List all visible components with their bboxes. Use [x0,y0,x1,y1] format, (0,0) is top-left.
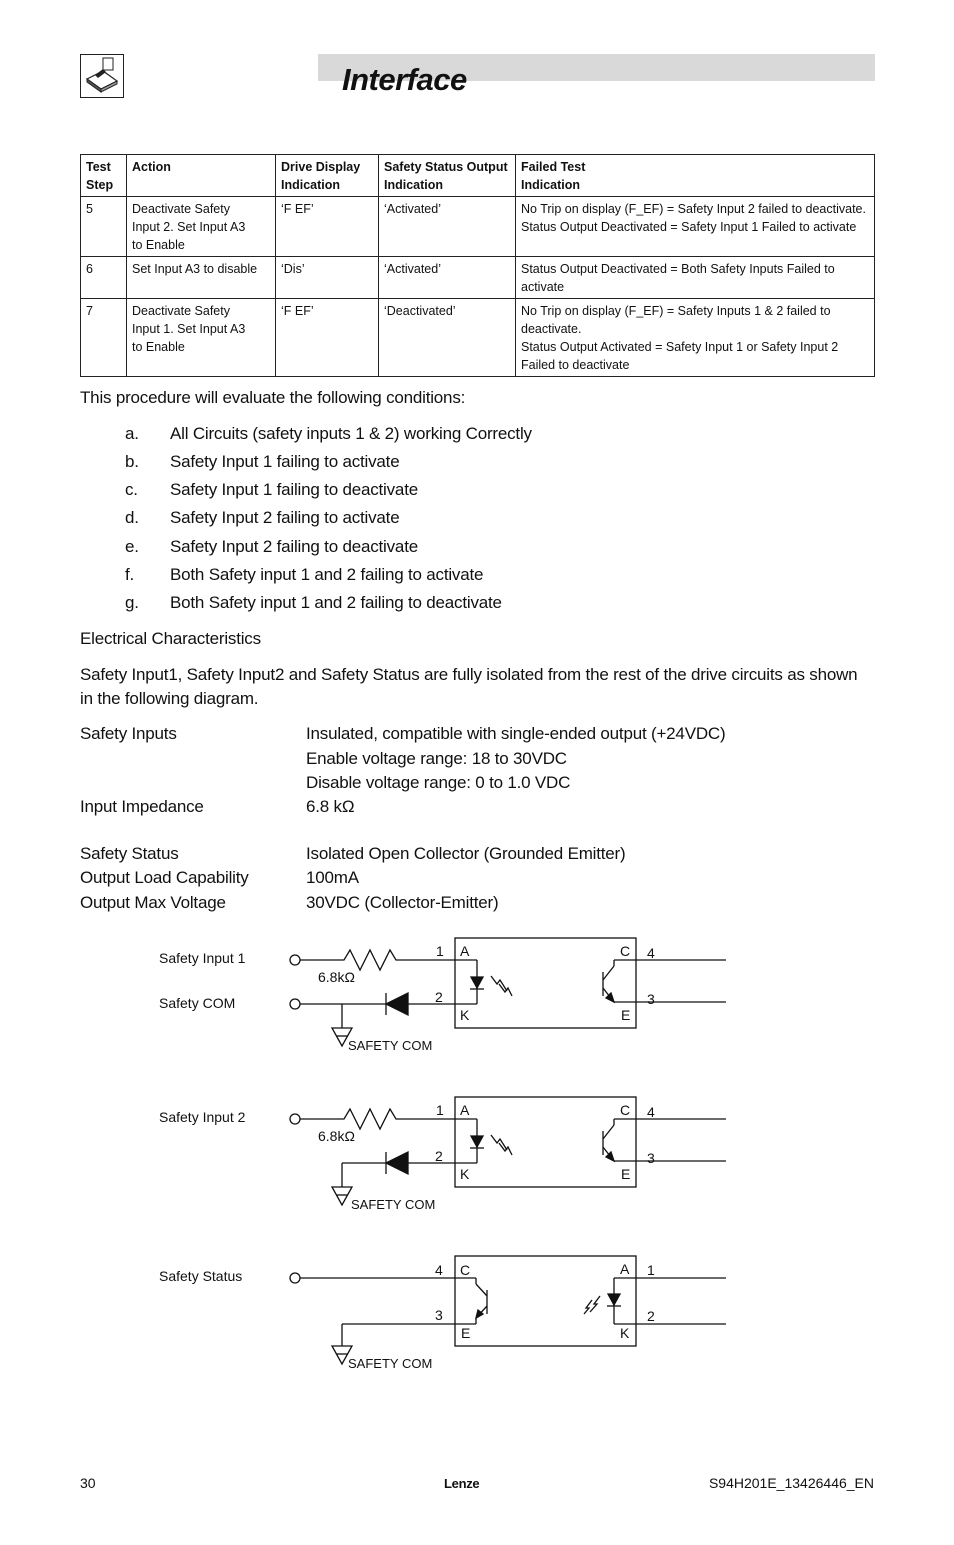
col-header-drive-display: Drive Display Indication [276,155,379,197]
table-row [81,197,875,257]
resistor-label: 6.8kΩ [318,1128,355,1144]
cell-failed: Status Output Deactivated = Both Safety Inputs Failed to activate [516,257,875,299]
cell-status: ‘Activated’ [379,197,516,257]
list-text: Safety Input 2 failing to deactivate [170,537,418,556]
terminal-icon [290,999,300,1009]
led-icon [471,977,483,988]
emitter-label: E [621,1007,631,1023]
table-header-row [81,155,875,197]
spec-label-max-voltage: Output Max Voltage [80,893,226,912]
cell-step: 7 [81,299,127,377]
list-text: Safety Input 1 failing to activate [170,452,400,471]
list-text: Safety Input 1 failing to deactivate [170,480,418,499]
terminal-icon [290,955,300,965]
pin-label: 2 [647,1308,655,1324]
cathode-label: K [460,1166,470,1182]
emitter-label: E [461,1325,471,1341]
spec-value: Disable voltage range: 0 to 1.0 VDC [306,773,571,792]
list-marker: d. [125,508,139,527]
list-marker: c. [125,480,138,499]
collector-label: C [620,943,631,959]
collector-label: C [620,1102,631,1118]
label-safety-status: Safety Status [159,1268,243,1284]
spec-value: Enable voltage range: 18 to 30VDC [306,749,567,768]
list-text: Both Safety input 1 and 2 failing to deactivate [170,593,502,612]
list-text: All Circuits (safety inputs 1 & 2) working Correctly [170,424,532,443]
cell-failed: No Trip on display (F_EF) = Safety Inputs 1 & 2 failed to deactivate. Status Output Activated = Safety Input 1 or Safety Input 2 Failed to deactivate [516,299,875,377]
pin-label: 3 [647,991,655,1007]
col-header-test-step: Test Step [81,155,127,197]
cell-display: ‘F EF’ [276,197,379,257]
label-safety-com: Safety COM [159,995,236,1011]
anode-label: A [460,1102,470,1118]
anode-label: A [620,1261,630,1277]
spec-label-safety-inputs: Safety Inputs [80,724,177,743]
spec-value: Isolated Open Collector (Grounded Emitter) [306,844,626,863]
spec-label-load: Output Load Capability [80,868,249,887]
spec-label-status: Safety Status [80,844,179,863]
cell-display: ‘Dis’ [276,257,379,299]
led-icon [471,1136,483,1147]
collector-label: C [460,1262,471,1278]
label-safety-input-2: Safety Input 2 [159,1109,246,1125]
isolation-paragraph: Safety Input1, Safety Input2 and Safety Status are fully isolated from the rest of the drive circuits as shown in the following diagram. [80,665,858,708]
col-header-action: Action [127,155,276,197]
list-marker: f. [125,565,135,584]
cathode-label: K [460,1007,470,1023]
col-header-safety-status: Safety Status Output Indication [379,155,516,197]
ground-label: SAFETY COM [351,1197,436,1212]
cell-step: 6 [81,257,127,299]
circuit-safety-input-1 [290,938,726,1046]
table-row [81,299,875,377]
led-icon [608,1294,620,1305]
circuit-safety-input-2 [290,1097,726,1205]
cell-step: 5 [81,197,127,257]
optocoupler-box [455,938,636,1028]
document-number: S94H201E_13426446_EN [708,1475,874,1491]
isolation-circuit-diagram [0,920,954,1380]
spec-value: 6.8 kΩ [306,797,355,816]
circuit-safety-status [290,1256,726,1364]
ground-label: SAFETY COM [348,1356,433,1371]
table-row [81,257,875,299]
list-marker: g. [125,593,139,612]
spec-value: 30VDC (Collector-Emitter) [306,893,499,912]
list-text: Both Safety input 1 and 2 failing to activate [170,565,484,584]
pin-label: 4 [647,1104,655,1120]
pin-label: 4 [435,1262,443,1278]
pin-label: 1 [436,943,444,959]
pin-label: 4 [647,945,655,961]
intro-text: This procedure will evaluate the following conditions: [80,388,466,407]
anode-label: A [460,943,470,959]
terminal-icon [290,1114,300,1124]
pin-label: 2 [435,989,443,1005]
brand-logo: Lenze [444,1476,480,1491]
optocoupler-box [455,1256,636,1346]
diode-icon [386,993,408,1015]
cell-failed: No Trip on display (F_EF) = Safety Input 2 failed to deactivate. Status Output Deactivated = Safety Input 1 Failed to activate [516,197,875,257]
cathode-label: K [620,1325,630,1341]
pin-label: 2 [435,1148,443,1164]
resistor-label: 6.8kΩ [318,969,355,985]
terminal-icon [290,1273,300,1283]
optocoupler-box [455,1097,636,1187]
ground-label: SAFETY COM [348,1038,433,1053]
test-step-table [80,154,875,377]
page-number: 30 [80,1475,96,1491]
cell-action: Set Input A3 to disable [127,257,276,299]
spec-value: 100mA [306,868,359,887]
cell-action: Deactivate Safety Input 2. Set Input A3 to Enable [127,197,276,257]
pin-label: 3 [435,1307,443,1323]
spec-value: Insulated, compatible with single-ended output (+24VDC) [306,724,726,743]
emitter-label: E [621,1166,631,1182]
list-marker: e. [125,537,139,556]
diode-icon [386,1152,408,1174]
cell-status: ‘Activated’ [379,257,516,299]
list-marker: b. [125,452,139,471]
section-heading: Electrical Characteristics [80,629,261,648]
col-header-failed-test: Failed Test Indication [516,155,875,197]
list-marker: a. [125,424,139,443]
pin-label: 1 [647,1262,655,1278]
ground-icon [332,1187,352,1205]
page-title: Interface [342,62,467,97]
pin-label: 1 [436,1102,444,1118]
manual-book-icon [80,54,124,98]
spec-label-impedance: Input Impedance [80,797,204,816]
cell-action: Deactivate Safety Input 1. Set Input A3 to Enable [127,299,276,377]
label-safety-input-1: Safety Input 1 [159,950,246,966]
cell-display: ‘F EF’ [276,299,379,377]
pin-label: 3 [647,1150,655,1166]
cell-status: ‘Deactivated’ [379,299,516,377]
list-text: Safety Input 2 failing to activate [170,508,400,527]
